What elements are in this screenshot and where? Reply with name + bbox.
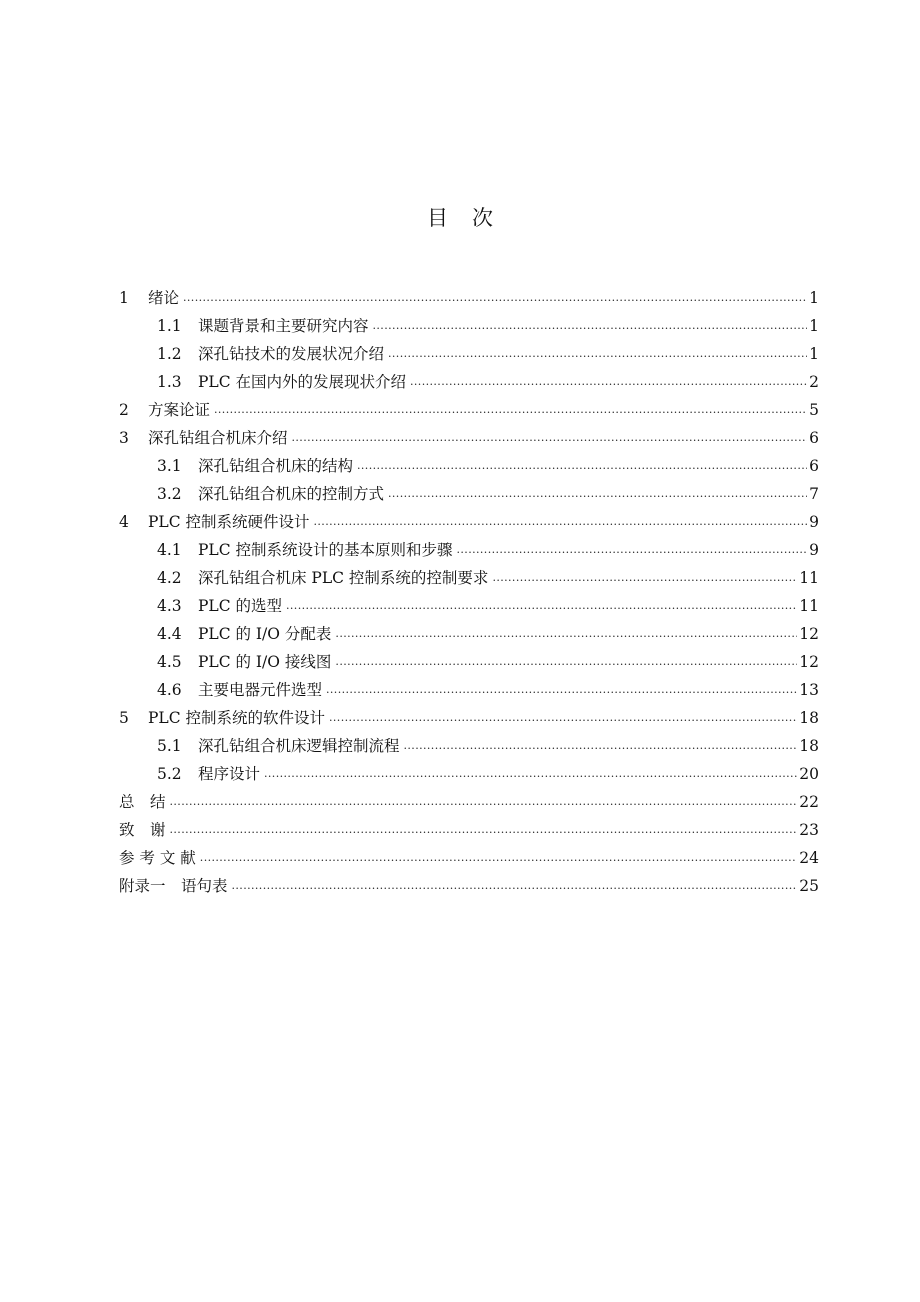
toc-entry[interactable]	[119, 732, 819, 760]
toc-entry-title: 深孔钻组合机床介绍	[148, 429, 288, 447]
toc-entry-number: 1	[119, 289, 129, 307]
toc-dot-leader	[286, 592, 797, 620]
toc-entry-page-number: 22	[799, 793, 819, 811]
toc-entry-number: 3.2	[157, 485, 182, 503]
toc-entry[interactable]	[119, 844, 819, 872]
toc-dot-leader	[264, 760, 797, 788]
toc-dot-leader	[292, 424, 808, 452]
toc-entry[interactable]	[119, 480, 819, 508]
toc-entry-title: PLC 的选型	[198, 597, 283, 615]
toc-entry[interactable]	[119, 312, 819, 340]
toc-entry-number: 5.2	[157, 765, 182, 783]
toc-entry[interactable]	[119, 508, 819, 536]
toc-entry[interactable]	[119, 564, 819, 592]
toc-dot-leader	[214, 396, 807, 424]
toc-entry[interactable]	[119, 340, 819, 368]
toc-entry-page-number: 2	[809, 373, 819, 391]
toc-entry-page-number: 6	[809, 429, 819, 447]
toc-entry-page-number: 1	[809, 317, 819, 335]
toc-entry-page-number: 11	[799, 597, 819, 615]
toc-entry-title: 致 谢	[119, 821, 166, 839]
toc-dot-leader	[373, 312, 808, 340]
toc-entry-page-number: 7	[809, 485, 819, 503]
toc-entry-number: 4.1	[157, 541, 182, 559]
toc-entry-page-number: 1	[809, 289, 819, 307]
toc-entry-title: 主要电器元件选型	[198, 681, 323, 699]
toc-entry-title: 深孔钻组合机床的控制方式	[198, 485, 385, 503]
toc-entry-number: 3.1	[157, 457, 182, 475]
page-title	[0, 202, 920, 232]
toc-entry-number: 2	[119, 401, 129, 419]
toc-entry-number: 1.1	[157, 317, 182, 335]
toc-entry-page-number: 13	[799, 681, 819, 699]
toc-entry-number: 4.4	[157, 625, 182, 643]
toc-dot-leader	[170, 816, 798, 844]
toc-entry-title: 方案论证	[148, 401, 211, 419]
toc-dot-leader	[183, 284, 807, 312]
toc-entry-page-number: 1	[809, 345, 819, 363]
toc-dot-leader	[200, 844, 797, 872]
toc-entry-title: 总 结	[119, 793, 166, 811]
toc-entry[interactable]	[119, 592, 819, 620]
toc-entry-page-number: 18	[799, 709, 819, 727]
toc-entry[interactable]	[119, 648, 819, 676]
toc-dot-leader	[457, 536, 808, 564]
toc-dot-leader	[170, 788, 798, 816]
toc-entry[interactable]	[119, 760, 819, 788]
toc-dot-leader	[388, 480, 807, 508]
toc-entry-title: PLC 的 I/O 接线图	[198, 653, 332, 671]
toc-entry-title: 课题背景和主要研究内容	[198, 317, 369, 335]
toc-entry-page-number: 9	[809, 541, 819, 559]
toc-entry-number: 4.3	[157, 597, 182, 615]
toc-dot-leader	[410, 368, 807, 396]
toc-entry[interactable]	[119, 424, 819, 452]
toc-dot-leader	[232, 872, 798, 900]
toc-entry-page-number: 6	[809, 457, 819, 475]
toc-dot-leader	[329, 704, 797, 732]
toc-entry[interactable]	[119, 452, 819, 480]
toc-entry[interactable]	[119, 816, 819, 844]
toc-entry-title: PLC 控制系统的软件设计	[148, 709, 326, 727]
toc-dot-leader	[357, 452, 807, 480]
toc-entry-number: 4.6	[157, 681, 182, 699]
toc-entry-title: 程序设计	[198, 765, 261, 783]
toc-entry[interactable]	[119, 536, 819, 564]
toc-entry[interactable]	[119, 620, 819, 648]
toc-entry[interactable]	[119, 872, 819, 900]
toc-dot-leader	[326, 676, 797, 704]
toc-entry-title: 绪论	[148, 289, 180, 307]
toc-dot-leader	[335, 648, 797, 676]
toc-dot-leader	[492, 564, 797, 592]
toc-entry-title: 深孔钻组合机床逻辑控制流程	[198, 737, 400, 755]
toc-entry-number: 4.2	[157, 569, 182, 587]
toc-entry-number: 4.5	[157, 653, 182, 671]
toc-entry-title: PLC 在国内外的发展现状介绍	[198, 373, 407, 391]
toc-entry-number: 5	[119, 709, 129, 727]
toc-entry[interactable]	[119, 676, 819, 704]
toc-entry-number: 1.2	[157, 345, 182, 363]
toc-entry-title: 深孔钻组合机床 PLC 控制系统的控制要求	[198, 569, 489, 587]
toc-entry-page-number: 9	[809, 513, 819, 531]
toc-entry-title: PLC 控制系统硬件设计	[148, 513, 310, 531]
toc-entry-number: 3	[119, 429, 129, 447]
toc-entry[interactable]	[119, 396, 819, 424]
toc-dot-leader	[335, 620, 797, 648]
toc-dot-leader	[314, 508, 808, 536]
toc-entry-number: 1.3	[157, 373, 182, 391]
toc-entry-title: PLC 的 I/O 分配表	[198, 625, 332, 643]
toc-entry-page-number: 11	[799, 569, 819, 587]
toc-entry-title: 深孔钻技术的发展状况介绍	[198, 345, 385, 363]
toc-entry-page-number: 20	[799, 765, 819, 783]
toc-entry[interactable]	[119, 788, 819, 816]
toc-entry[interactable]	[119, 368, 819, 396]
toc-entry-page-number: 5	[809, 401, 819, 419]
toc-entry-page-number: 24	[799, 849, 819, 867]
toc-entry-title: 参 考 文 献	[119, 849, 196, 867]
toc-entry-title: 深孔钻组合机床的结构	[198, 457, 354, 475]
toc-entry-number: 4	[119, 513, 129, 531]
toc-entry-title: PLC 控制系统设计的基本原则和步骤	[198, 541, 453, 559]
toc-entry-page-number: 12	[799, 625, 819, 643]
toc-entry-page-number: 25	[799, 877, 819, 895]
toc-entry[interactable]	[119, 704, 819, 732]
toc-dot-leader	[404, 732, 798, 760]
toc-entry-page-number: 12	[799, 653, 819, 671]
toc-entry-page-number: 18	[799, 737, 819, 755]
title-char-1: 目	[427, 206, 448, 230]
table-of-contents	[119, 284, 819, 900]
toc-entry-number: 5.1	[157, 737, 182, 755]
toc-entry-title: 附录一 语句表	[119, 877, 228, 895]
title-char-2: 次	[472, 206, 493, 230]
toc-entry[interactable]	[119, 284, 819, 312]
toc-dot-leader	[388, 340, 807, 368]
toc-entry-page-number: 23	[799, 821, 819, 839]
